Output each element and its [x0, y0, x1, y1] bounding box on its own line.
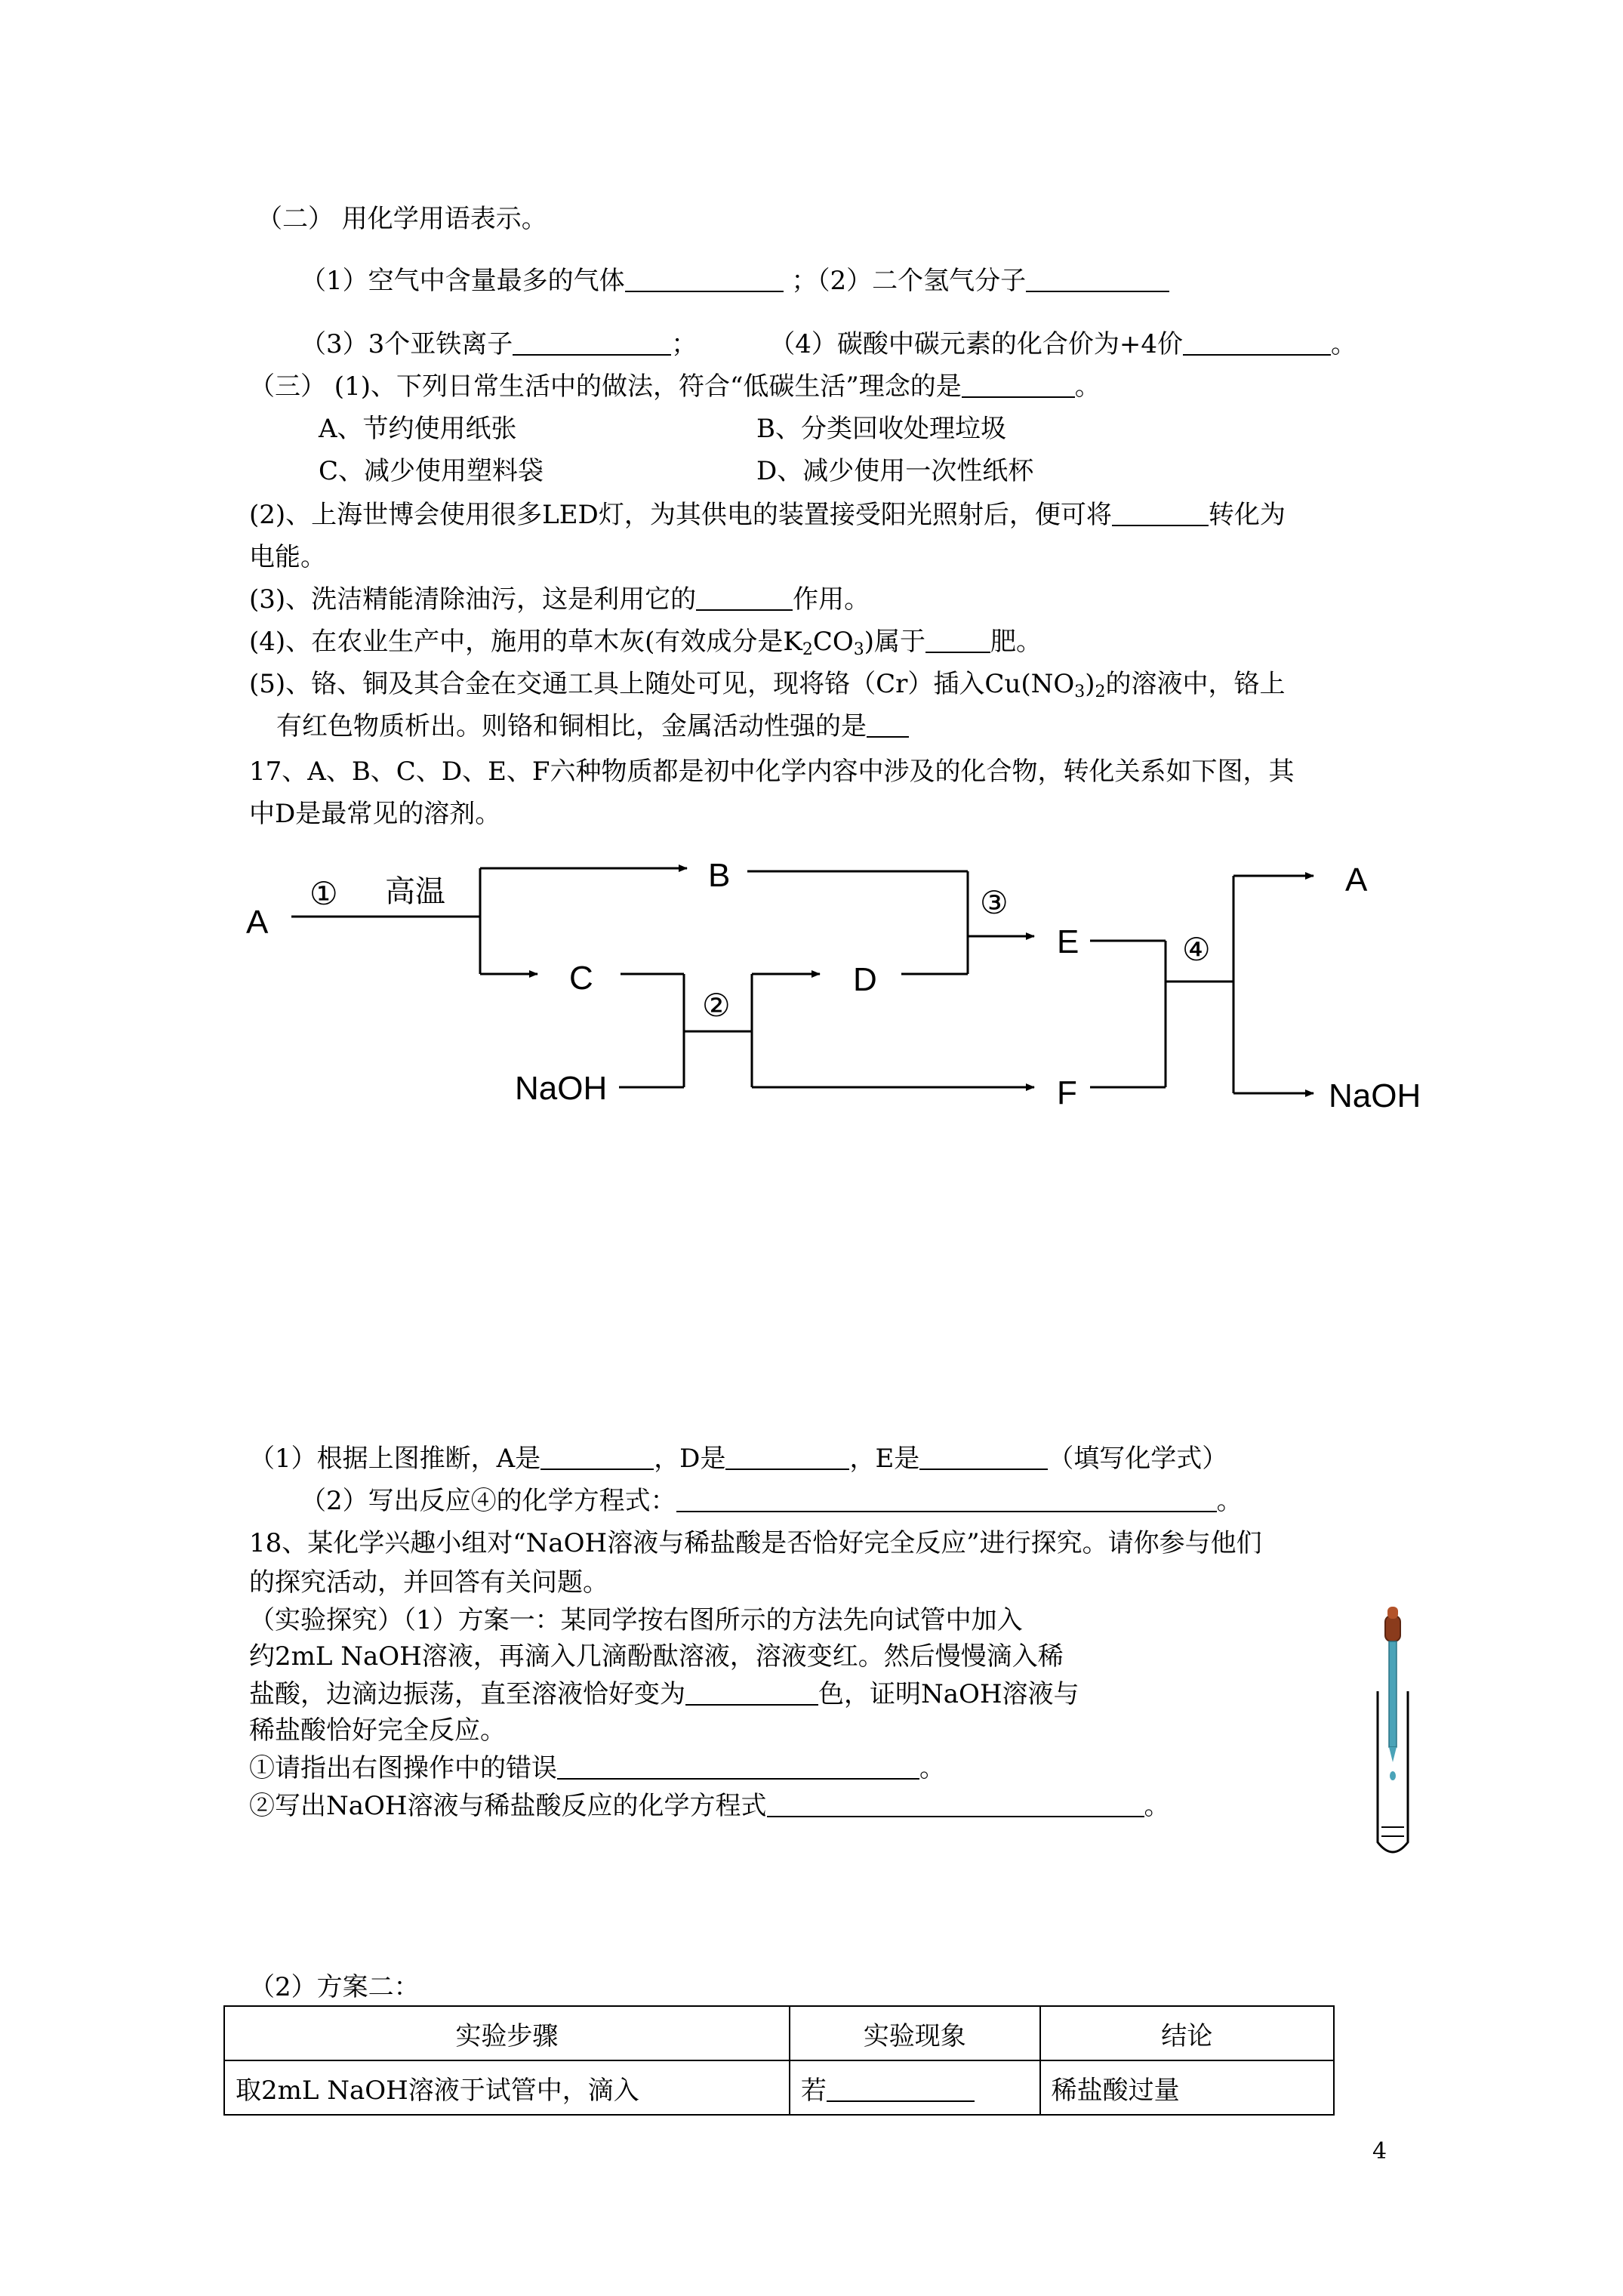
test-tube-dropper-icon [1359, 1601, 1427, 1865]
sec3-q4: (4)、在农业生产中，施用的草木灰(有效成分是$K_2CO_3$)属于 肥。 [249, 627, 1042, 659]
node-a-out: A [1345, 861, 1368, 898]
node-e: E [1057, 923, 1079, 960]
sec3-q3: (3)、洗洁精能清除油污，这是利用它的 作用。 [249, 584, 870, 615]
sec2-q1: （1）空气中含量最多的气体 [300, 266, 625, 296]
q17-sub-1: （1）根据上图推断，A是 ，D是 ，E是 （填写化学式） [249, 1444, 1228, 1474]
node-f: F [1057, 1074, 1077, 1111]
q18-intro-1: 18、某化学兴趣小组对“NaOH溶液与稀盐酸是否恰好完全反应”进行探究。请你参与他们 [249, 1528, 1262, 1558]
sec2-q2: （2）二个氢气分子 [817, 266, 1027, 296]
answer-blank[interactable] [919, 1444, 1048, 1470]
answer-blank[interactable] [540, 1444, 654, 1470]
sec3-q2: (2)、上海世博会使用很多LED灯，为其供电的装置接受阳光照射后，便可将 转化为 [249, 500, 1286, 530]
q18-plan1-line-2: 约2mL NaOH溶液，再滴入几滴酚酞溶液，溶液变红。然后慢慢滴入稀 [249, 1641, 1064, 1672]
answer-blank[interactable] [725, 1444, 849, 1470]
reaction-4-label: ④ [1182, 932, 1211, 967]
option-d: D、减少使用一次性纸杯 [756, 456, 1034, 486]
sec3-q1: （三） (1)、下列日常生活中的做法，符合“低碳生活”理念的是 。 [249, 371, 1101, 402]
node-d: D [853, 961, 877, 998]
answer-blank[interactable] [685, 1680, 818, 1706]
answer-blank[interactable] [827, 2076, 975, 2102]
q17-intro-1: 17、A、B、C、D、E、F六种物质都是初中化学内容中涉及的化合物，转化关系如下图，其 [249, 757, 1295, 787]
q18-error-question: ①请指出右图操作中的错误 。 [249, 1753, 945, 1783]
answer-blank[interactable] [676, 1487, 1217, 1512]
node-naoh-out: NaOH [1329, 1077, 1421, 1114]
reaction-3-label: ③ [980, 885, 1009, 920]
cell-phenomenon: 若 [790, 2060, 1040, 2115]
answer-blank[interactable] [767, 1792, 1144, 1817]
q18-plan1-line-1: （实验探究）（1）方案一：某同学按右图所示的方法先向试管中加入 [249, 1605, 1023, 1635]
experiment-table [223, 2005, 1335, 2116]
sec2-line-2: （3）3个亚铁离子 ； （4）碳酸中碳元素的化合价为+4价 。 [300, 329, 1357, 359]
option-b: B、分类回收处理垃圾 [756, 414, 1006, 444]
node-c: C [569, 960, 593, 997]
q18-plan1-line-3: 盐酸，边滴边振荡，直至溶液恰好变为 色，证明NaOH溶液与 [249, 1679, 1079, 1709]
sec3-q2-cont: 电能。 [249, 542, 326, 572]
section-2-title: （二） 用化学用语表示。 [257, 204, 547, 234]
option-a: A、节约使用纸张 [319, 414, 517, 444]
q18-plan1-line-4: 稀盐酸恰好完全反应。 [249, 1715, 506, 1746]
option-c: C、减少使用塑料袋 [319, 456, 544, 486]
sec2-q3: （3）3个亚铁离子 [300, 329, 513, 359]
q18-equation-question: ②写出NaOH溶液与稀盐酸反应的化学方程式 。 [249, 1791, 1170, 1821]
node-b: B [708, 857, 731, 894]
q18-intro-2: 的探究活动，并回答有关问题。 [249, 1567, 608, 1598]
cell-conclusion: 稀盐酸过量 [1040, 2060, 1334, 2115]
cell-step: 取2mL NaOH溶液于试管中，滴入 [224, 2060, 790, 2115]
node-naoh-in: NaOH [515, 1070, 608, 1107]
sec2-q4: （4）碳酸中碳元素的化合价为+4价 [769, 329, 1184, 359]
answer-blank[interactable] [557, 1754, 919, 1780]
header-phenomenon: 实验现象 [790, 2006, 1040, 2060]
sec3-q5: (5)、铬、铜及其合金在交通工具上随处可见，现将铬（Cr）插入$Cu(NO_3)_2$的溶液中，铬上 [249, 669, 1286, 701]
q17-intro-2: 中D是最常见的溶剂。 [249, 799, 501, 829]
node-a: A [246, 904, 269, 941]
sec2-line-1: （1）空气中含量最多的气体 ；（2）二个氢气分子 [300, 264, 1169, 297]
page-number: 4 [1372, 2138, 1387, 2165]
reaction-1-condition: 高温 [385, 875, 445, 908]
table-header-row [224, 2006, 1334, 2060]
header-steps: 实验步骤 [224, 2006, 790, 2060]
sec3-q5-cont: 有红色物质析出。则铬和铜相比，金属活动性强的是 [276, 710, 909, 743]
reaction-1-label: ① [310, 876, 338, 911]
reaction-2-label: ② [702, 988, 731, 1023]
q18-plan2-label: （2）方案二： [249, 1972, 420, 2002]
q17-sub-2: （2）写出反应④的化学方程式： 。 [300, 1486, 1243, 1516]
table-row [224, 2060, 1334, 2115]
header-conclusion: 结论 [1040, 2006, 1334, 2060]
